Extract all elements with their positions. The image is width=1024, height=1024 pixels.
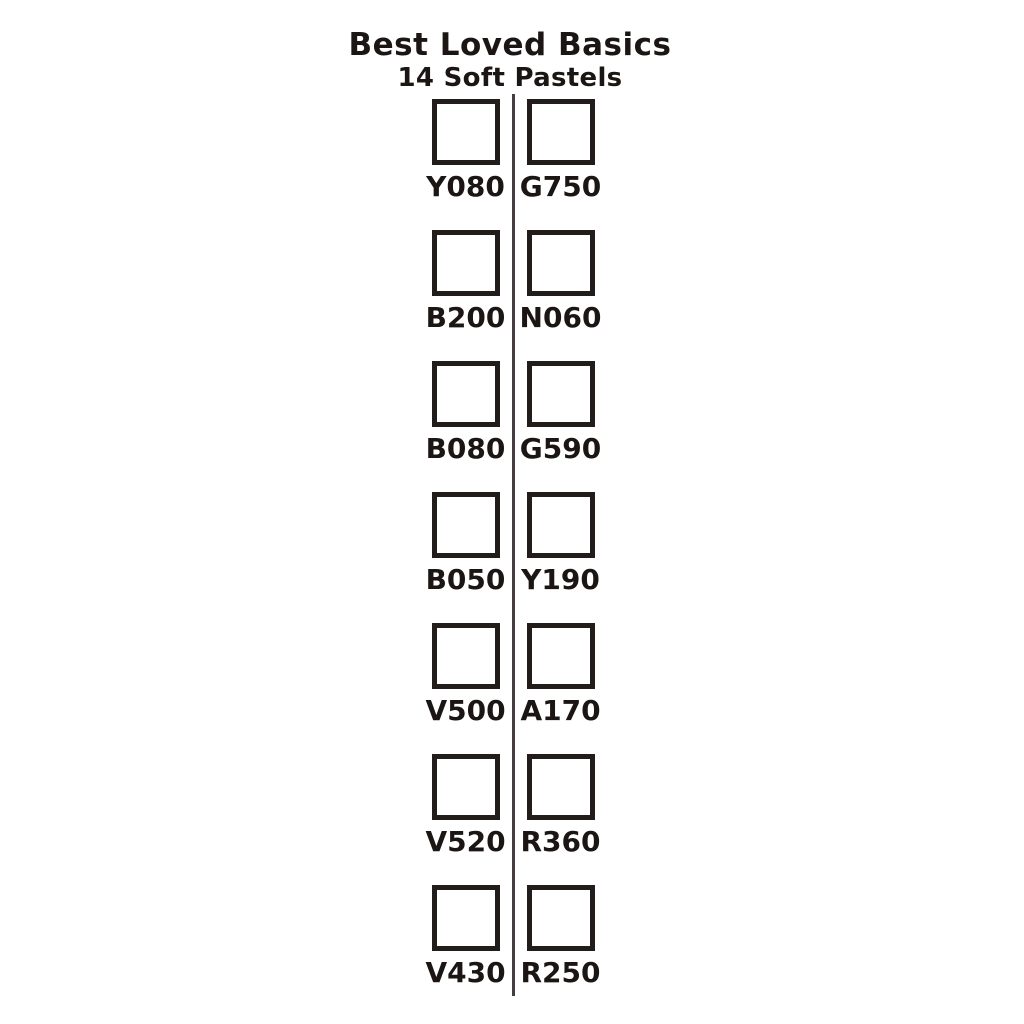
swatch-cell-left [418,492,513,594]
swatch-cell-left [418,623,513,725]
swatch-cell-left [418,230,513,332]
page-title: Best Loved Basics [348,27,672,63]
swatch-label: G750 [519,170,602,203]
swatch-label: N060 [519,301,602,334]
swatch-cell-left [418,885,513,987]
swatch-grid [418,99,608,1016]
swatch-box [432,361,500,427]
swatch-label: V520 [425,825,506,858]
page-subtitle: 14 Soft Pastels [397,63,623,93]
swatch-label: B200 [425,301,506,334]
swatch-box [432,492,500,558]
swatch-cell-left [418,361,513,463]
swatch-label: G590 [519,432,602,465]
swatch-box [527,492,595,558]
swatch-cell-left [418,99,513,201]
swatch-label: Y190 [521,563,600,596]
swatch-box [432,99,500,165]
swatch-label: Y080 [426,170,505,203]
swatch-box [527,885,595,951]
swatch-label: V500 [425,694,506,727]
swatch-label: B080 [425,432,506,465]
swatch-cell-right [513,623,608,725]
swatch-cell-right [513,885,608,987]
swatch-box [527,230,595,296]
swatch-cell-right [513,361,608,463]
swatch-label: B050 [425,563,506,596]
swatch-box [432,623,500,689]
swatch-label: R360 [520,825,601,858]
swatch-label: R250 [520,956,601,989]
swatch-box [527,99,595,165]
swatch-label: A170 [520,694,601,727]
swatch-box [527,361,595,427]
swatch-cell-right [513,754,608,856]
swatch-cell-right [513,230,608,332]
swatch-box [432,754,500,820]
swatch-cell-right [513,492,608,594]
swatch-box [527,623,595,689]
swatch-box [527,754,595,820]
swatch-cell-right [513,99,608,201]
swatch-label: V430 [425,956,506,989]
column-divider [512,94,515,996]
swatch-box [432,885,500,951]
swatch-cell-left [418,754,513,856]
swatch-box [432,230,500,296]
